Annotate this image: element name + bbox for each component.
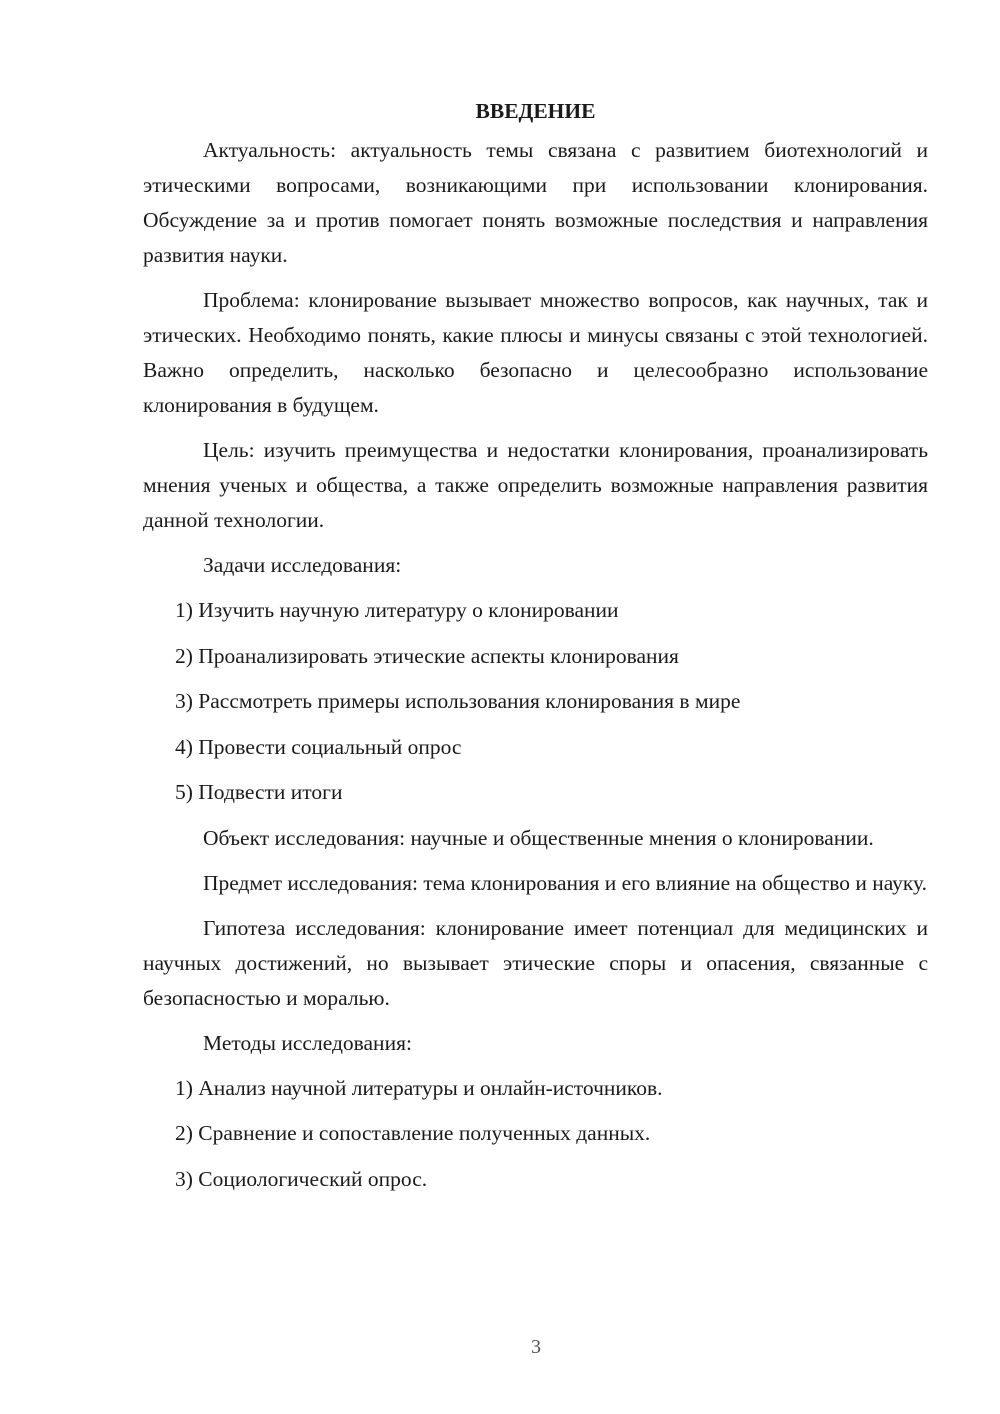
methods-label: Методы исследования: (203, 1030, 412, 1055)
object-paragraph: Объект исследования: научные и общественные мнения о клонировании. (203, 825, 874, 850)
page-number: 3 (531, 1336, 541, 1358)
tasks-list (143, 593, 928, 810)
subject-paragraph: Предмет исследования: тема клонирования и его влияние на общество и науку. (203, 870, 928, 895)
tasks-label: Задачи исследования: (203, 553, 402, 577)
list-item: 1) Анализ научной литературы и онлайн-источников. (175, 1075, 663, 1100)
document-page (143, 96, 928, 1207)
list-item: 3) Социологический опрос. (175, 1166, 428, 1191)
list-item: 3) Рассмотреть примеры использования клонирования в мире (175, 689, 741, 713)
goal-paragraph: Цель: изучить преимущества и недостатки клонирования, проанализировать мнения ученых и общества, а также определить возможные направления развития данной технологии. (143, 438, 928, 532)
list-item: 2) Сравнение и сопоставление полученных данных. (175, 1121, 651, 1145)
methods-list (143, 1071, 928, 1197)
problem-paragraph: Проблема: клонирование вызывает множество вопросов, как научных, так и этических. Необходимо понять, какие плюсы и минусы связаны с этой технологией. Важно определить, насколько безопасно и целесообразно использование клонирования в будущем. (143, 288, 928, 417)
list-item: 4) Провести социальный опрос (175, 734, 462, 759)
list-item: 2) Проанализировать этические аспекты клонирования (175, 643, 679, 668)
list-item: 5) Подвести итоги (175, 780, 343, 804)
hypothesis-paragraph: Гипотеза исследования: клонирование имеет потенциал для медицинских и научных достижений, но вызывает этические споры и опасения, связанные с безопасностью и моралью. (143, 915, 928, 1010)
section-title: ВВЕДЕНИЕ (475, 99, 596, 123)
list-item: 1) Изучить научную литературу о клонировании (175, 598, 619, 622)
relevance-paragraph: Актуальность: актуальность темы связана с развитием биотехнологий и этическими вопросами, возникающими при использовании клонирования. Обсуждение за и против помогает понять возможные последствия и направления развития науки. (143, 138, 928, 267)
